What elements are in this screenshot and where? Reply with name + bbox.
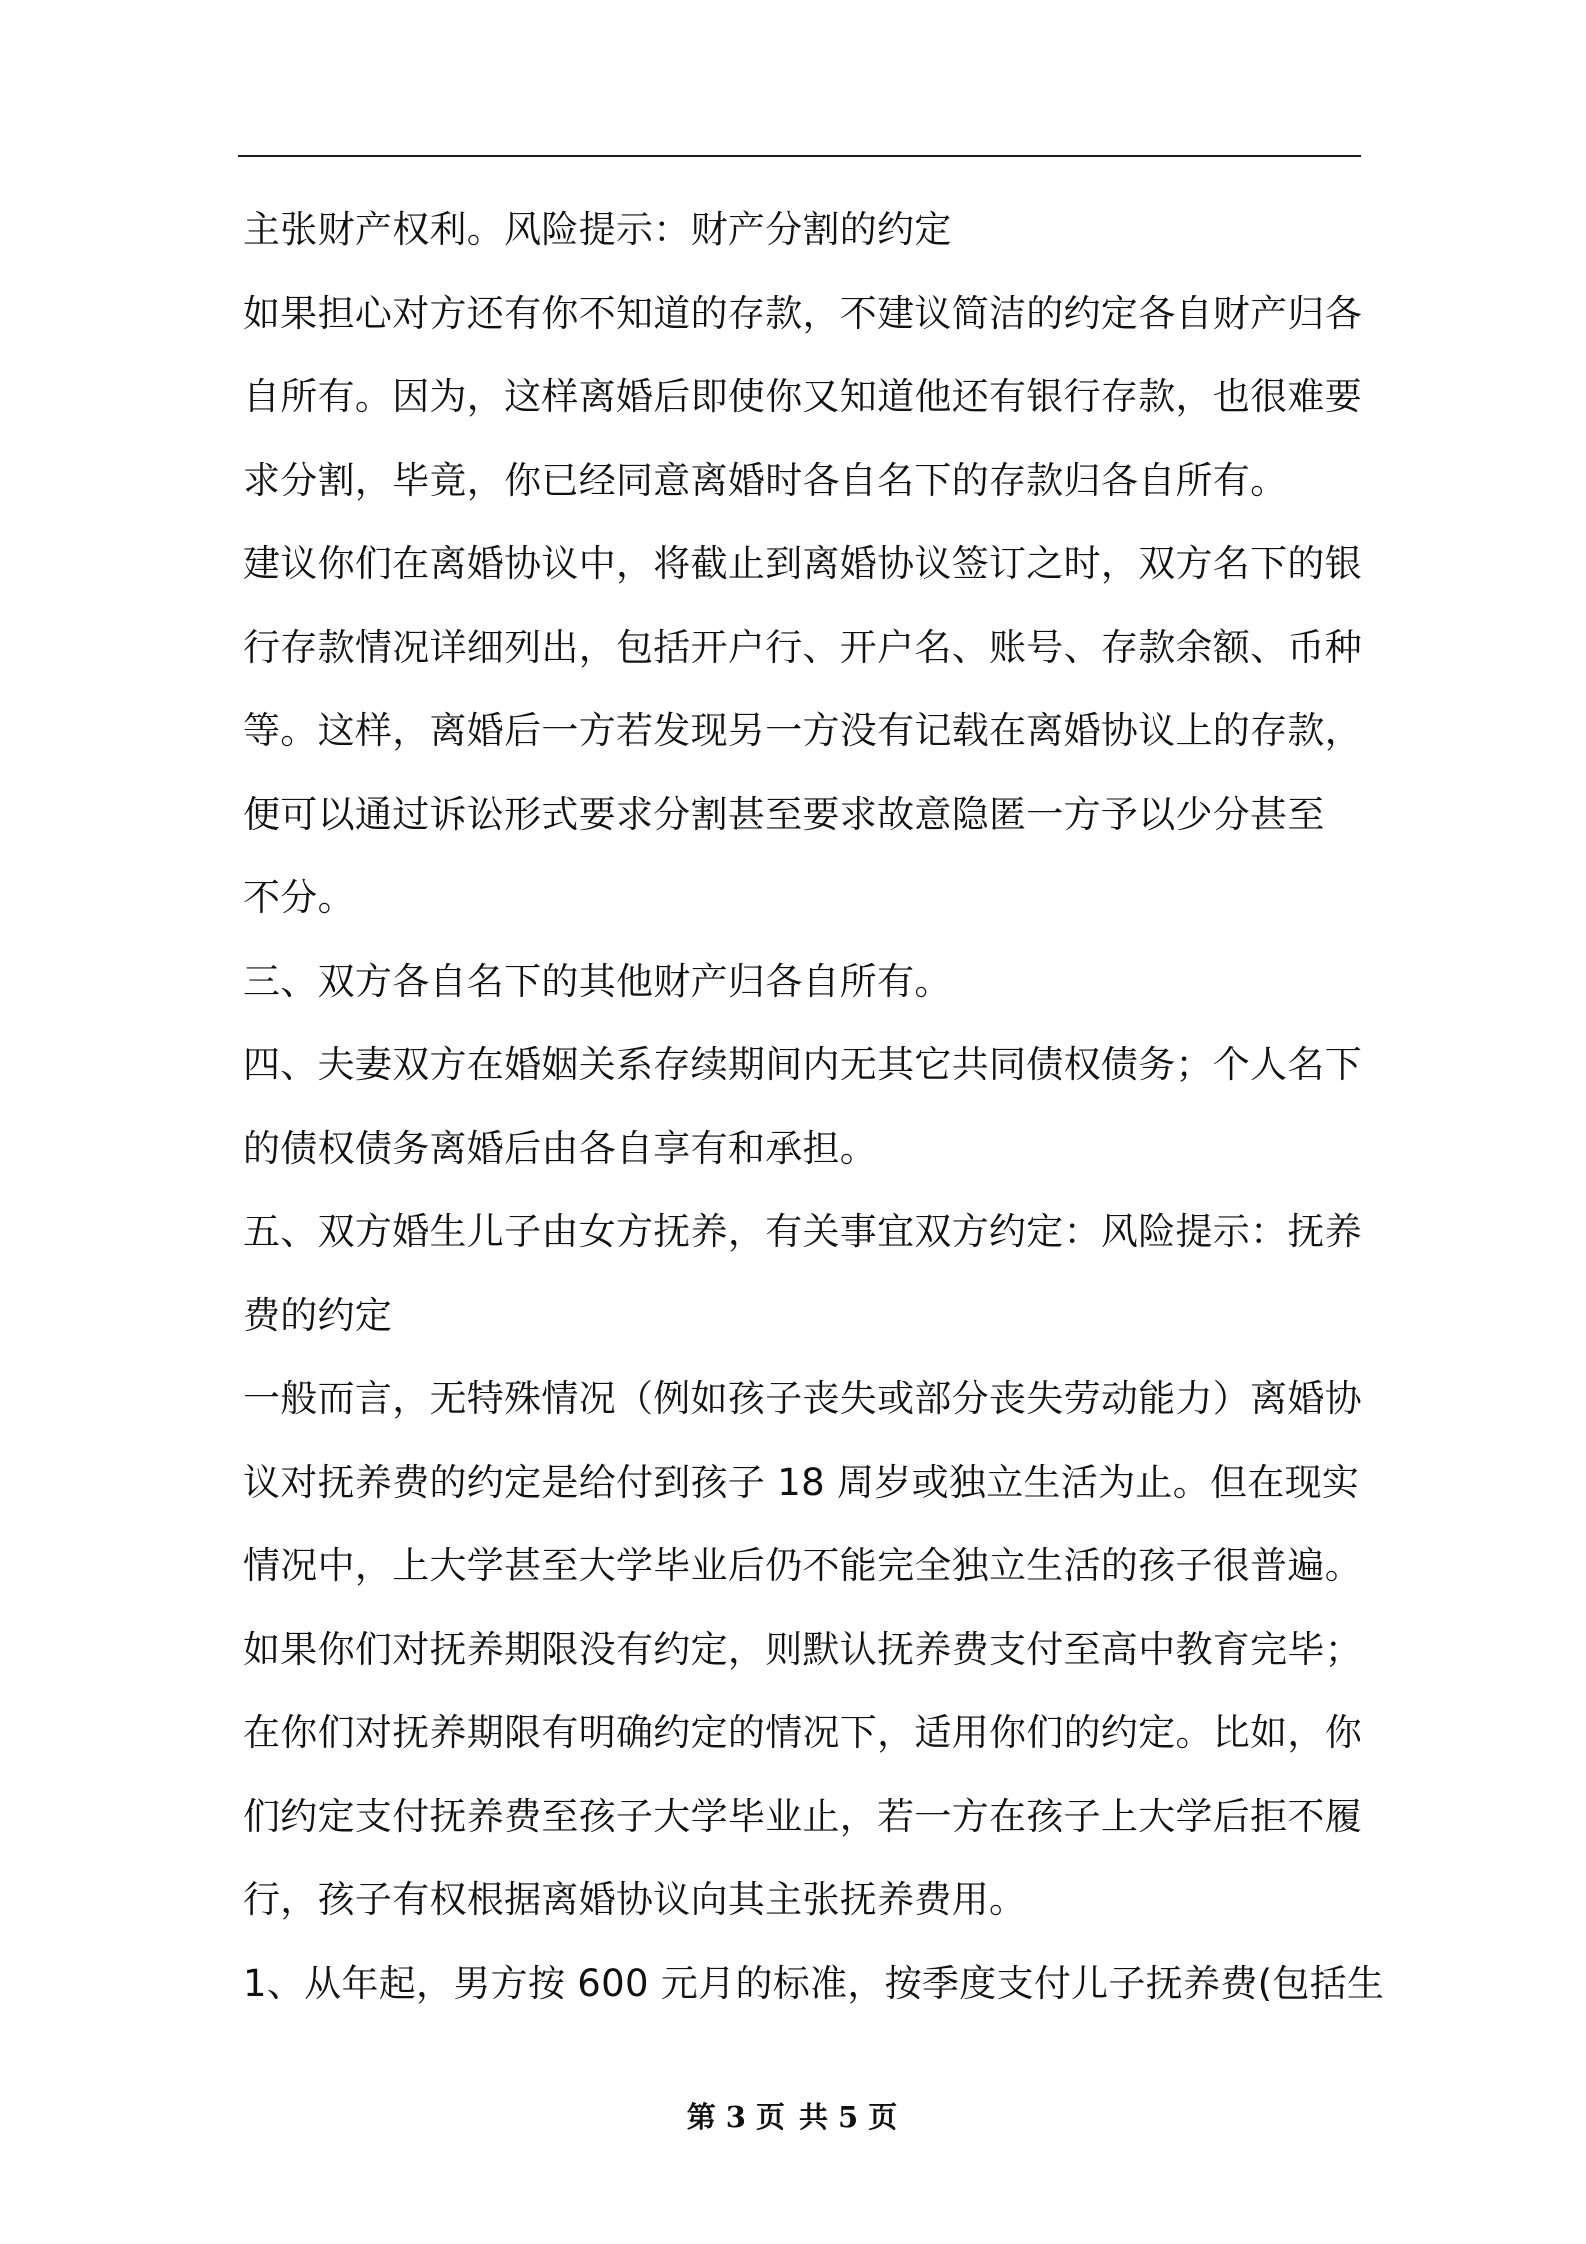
text-line: 求分割，毕竟，你已经同意离婚时各自名下的存款归各自所有。	[243, 458, 1288, 502]
footer-middle: 页 共	[755, 2100, 831, 2134]
text-line: 便可以通过诉讼形式要求分割甚至要求故意隐匿一方予以少分甚至	[243, 792, 1325, 836]
text-line: 们约定支付抚养费至孩子大学毕业止，若一方在孩子上大学后拒不履	[243, 1794, 1362, 1838]
text-line: 不分。	[243, 876, 355, 919]
text-line: 情况中，上大学甚至大学毕业后仍不能完全独立生活的孩子很普遍。	[243, 1544, 1362, 1587]
text-line: 五、双方婚生儿子由女方抚养，有关事宜双方约定：风险提示：抚养	[243, 1210, 1362, 1253]
document-body	[243, 200, 1385, 2037]
text-line: 四、夫妻双方在婚姻关系存续期间内无其它共同债权债务；个人名下	[243, 1043, 1362, 1086]
footer-suffix: 页	[868, 2100, 900, 2134]
text-line: 建议你们在离婚协议中，将截止到离婚协议签订之时，双方名下的银	[243, 542, 1362, 585]
header-divider	[238, 155, 1361, 157]
text-line: 如果担心对方还有你不知道的存款，不建议简洁的约定各自财产归各	[243, 291, 1362, 335]
total-pages-number: 5	[838, 2100, 861, 2134]
page-footer	[0, 2095, 1586, 2136]
footer-prefix: 第	[686, 2100, 718, 2134]
current-page-number: 3	[725, 2100, 748, 2134]
text-line: 1、从年起，男方按 600 元月的标准，按季度支付儿子抚养费(包括生	[243, 1961, 1385, 2005]
text-line: 行存款情况详细列出，包括开户行、开户名、账号、存款余额、币种	[243, 625, 1362, 669]
text-line: 的债权债务离婚后由各自享有和承担。	[243, 1126, 878, 1170]
text-line: 在你们对抚养期限有明确约定的情况下，适用你们的约定。比如，你	[243, 1711, 1362, 1754]
text-line: 三、双方各自名下的其他财产归各自所有。	[243, 959, 952, 1003]
text-line: 等。这样，离婚后一方若发现另一方没有记载在离婚协议上的存款，	[243, 709, 1362, 752]
text-line: 费的约定	[243, 1293, 393, 1337]
text-line: 如果你们对抚养期限没有约定，则默认抚养费支付至高中教育完毕；	[243, 1627, 1362, 1671]
text-line: 行，孩子有权根据离婚协议向其主张抚养费用。	[243, 1878, 1027, 1921]
text-line: 议对抚养费的约定是给付到孩子 18 周岁或独立生活为止。但在现实	[243, 1460, 1360, 1504]
text-line: 主张财产权利。风险提示：财产分割的约定	[243, 208, 952, 251]
text-line: 一般而言，无特殊情况（例如孩子丧失或部分丧失劳动能力）离婚协	[243, 1377, 1362, 1420]
text-line: 自所有。因为，这样离婚后即使你又知道他还有银行存款，也很难要	[243, 375, 1362, 418]
